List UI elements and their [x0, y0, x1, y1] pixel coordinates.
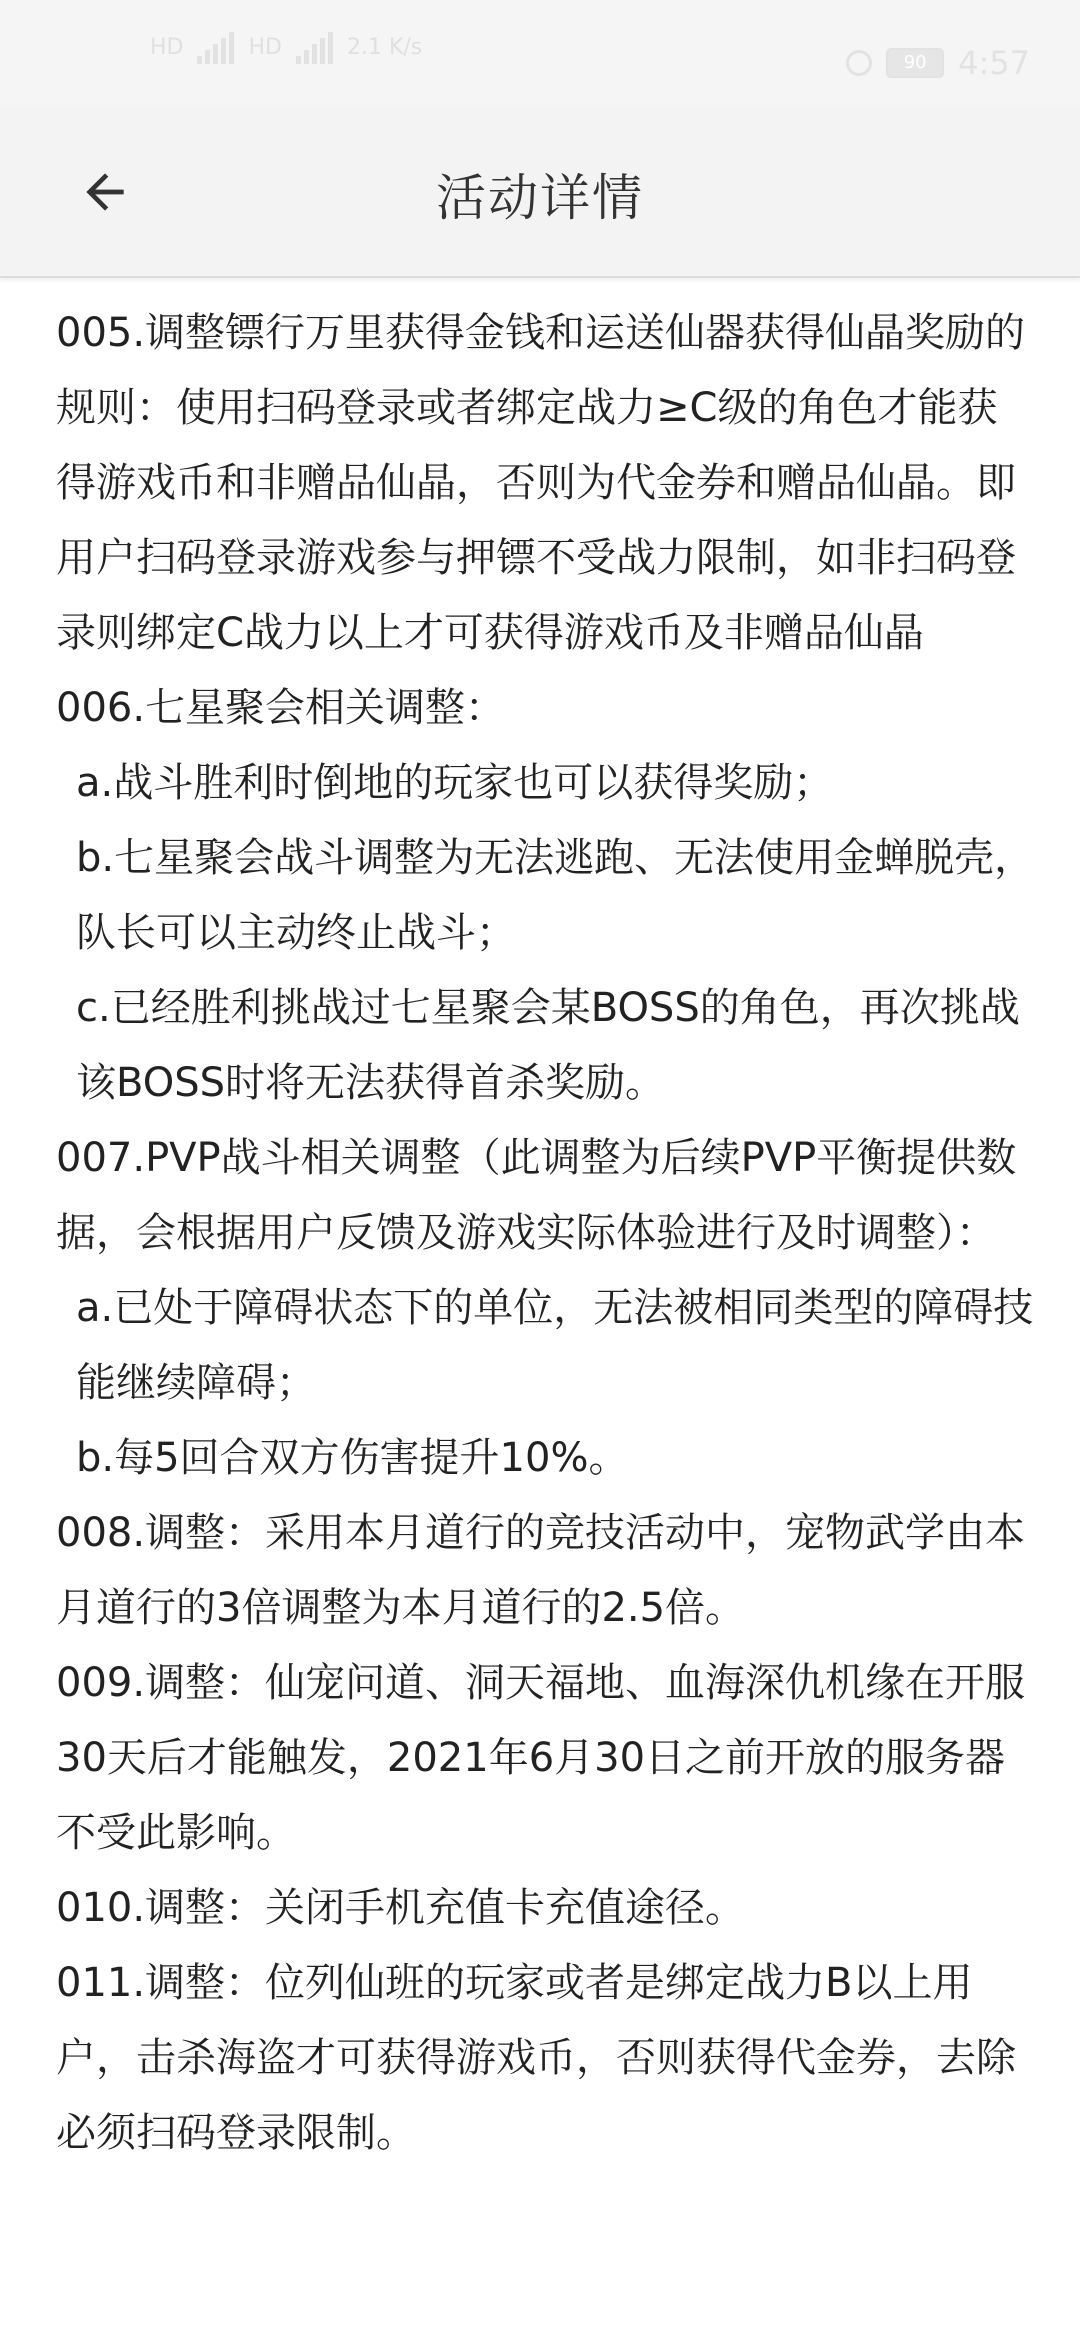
network-indicators: [150, 30, 422, 64]
item-006-c: c.已经胜利挑战过七星聚会某BOSS的角色，再次挑战该BOSS时将无法获得首杀奖励。: [76, 985, 1020, 1106]
item-009: 009.调整：仙宠问道、洞天福地、血海深仇机缘在开服30天后才能触发，2021年6月30日之前开放的服务器不受此影响。: [56, 1660, 1026, 1856]
item-007-b: b.每5回合双方伤害提升10%。: [76, 1435, 629, 1481]
item-010: 010.调整：关闭手机充值卡充值途径。: [56, 1885, 746, 1931]
hd-label-2: HD: [248, 34, 282, 60]
signal-strength-icon: [197, 30, 234, 64]
activity-details-content: [56, 296, 1036, 2171]
page-title: 活动详情: [436, 169, 644, 227]
item-006-a: a.战斗胜利时倒地的玩家也可以获得奖励；: [76, 760, 834, 806]
status-bar: [0, 0, 1080, 106]
alarm-icon: [846, 50, 872, 76]
signal-strength-icon-2: [296, 30, 333, 64]
hd-label-1: HD: [150, 34, 184, 60]
item-011: 011.调整：位列仙班的玩家或者是绑定战力B以上用户，击杀海盗才可获得游戏币，否则获得代金券，去除必须扫码登录限制。: [56, 1960, 1016, 2156]
network-speed: 2.1 K/s: [346, 34, 423, 60]
app-bar: [0, 106, 1080, 278]
item-007: 007.PVP战斗相关调整（此调整为后续PVP平衡提供数据，会根据用户反馈及游戏实际体验进行及时调整）：: [56, 1135, 1017, 1256]
clock: 4:57: [958, 44, 1030, 82]
item-006-b: b.七星聚会战斗调整为无法逃跑、无法使用金蝉脱壳，队长可以主动终止战斗；: [76, 835, 1035, 956]
item-005: 005.调整镖行万里获得金钱和运送仙器获得仙晶奖励的规则：使用扫码登录或者绑定战力≥C级的角色才能获得游戏币和非赠品仙晶，否则为代金券和赠品仙晶。即用户扫码登录游戏参与押镖不受战力限制，如非扫码登录则绑定C战力以上才可获得游戏币及非赠品仙晶: [56, 310, 1026, 656]
item-006: 006.七星聚会相关调整：: [56, 685, 506, 731]
system-indicators: [846, 44, 1030, 82]
item-007-a: a.已处于障碍状态下的单位，无法被相同类型的障碍技能继续障碍；: [76, 1285, 1034, 1406]
battery-icon: 90: [886, 48, 944, 78]
item-008: 008.调整：采用本月道行的竞技活动中，宠物武学由本月道行的3倍调整为本月道行的2.5倍。: [56, 1510, 1026, 1631]
